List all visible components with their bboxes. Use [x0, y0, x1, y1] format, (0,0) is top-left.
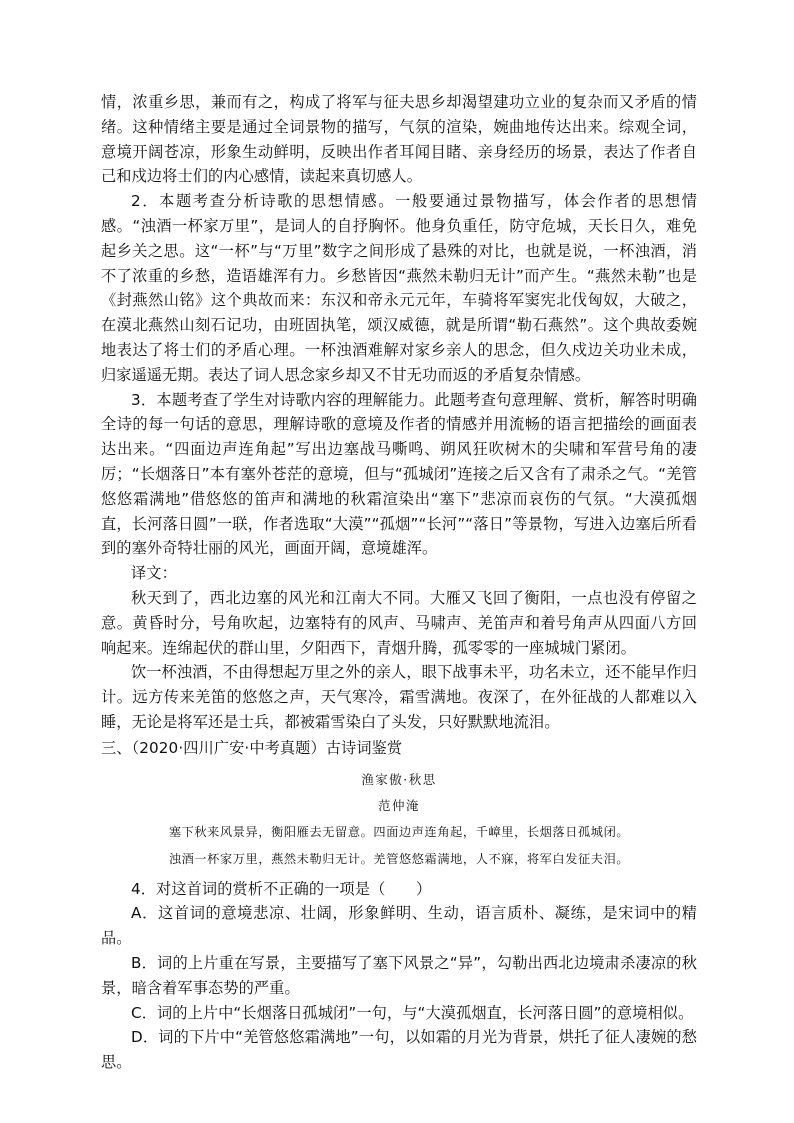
analysis-paragraph-2: 2．本题考查分析诗歌的思想情感。一般要通过景物描写，体会作者的思想情感。“浊酒一杯家万里”，是词人的自抒胸怀。他身负重任，防守危城，天长日久，难免起乡关之思。这“一杯”与“万里”数字之间形成了悬殊的对比，也就是说，一杯浊酒，消不了浓重的乡愁，造语雄浑有力。乡愁皆因“燕然未勒归无计”而产生。“燕然未勒”也是《封燕然山铭》这个典故而来：东汉和帝永元元年，车骑将军窦宪北伐匈奴，大破之，在漠北燕然山刻石记功，由班固执笔，颂汉威德，就是所谓“勒石燕然”。这个典故委婉地表达了将士们的矛盾心理。一杯浊酒难解对家乡亲人的思念，但久戍边关功业未成，归家遥遥无期。表达了词人思念家乡却又不甘无功而返的矛盾复杂情感。 [101, 192, 697, 384]
question-4-option-c: C．词的上片中“长烟落日孤城闭”一句，与“大漠孤烟直，长河落日圆”的意境相似。 [131, 1003, 694, 1022]
question-4-option-d: D．词的下片中“羌管悠悠霜满地”一句，以如霜的月光为背景，烘托了征人凄婉的愁思。 [101, 1028, 697, 1072]
translation-paragraph-1: 秋天到了，西北边塞的风光和江南大不同。大雁又飞回了衡阳，一点也没有停留之意。黄昏时分，号角吹起，边塞特有的风声、马啸声、羌笛声和着号角声从四面八方回响起来。连绵起伏的群山里，夕阳西下，青烟升腾，孤零零的一座城城门紧闭。 [101, 588, 697, 657]
question-4-stem: 4．对这首词的赏析不正确的一项是（ ） [131, 879, 432, 898]
poem-author: 范仲淹 [377, 797, 420, 813]
analysis-paragraph-continued: 情，浓重乡思，兼而有之，构成了将军与征夫思乡却渴望建功立业的复杂而又矛盾的情绪。这种情绪主要是通过全词景物的描写，气氛的渲染，婉曲地传达出来。综观全词，意境开阔苍凉，形象生动鲜明，反映出作者耳闻目睹、亲身经历的场景，表达了作者自己和戍边将士们的内心感情，读起来真切感人。 [101, 93, 697, 186]
analysis-paragraph-3: 3．本题考查了学生对诗歌内容的理解能力。此题考查句意理解、赏析，解答时明确全诗的每一句话的意思，理解诗歌的意境及作者的情感并用流畅的语言把描绘的画面表达出来。“四面边声连角起”写出边塞战马嘶鸣、朔风狂吹树木的尖啸和军营号角的凄厉；“长烟落日”本有塞外苍茫的意境，但与“孤城闭”连接之后又含有了肃杀之气。“羌管悠悠霜满地”借悠悠的笛声和满地的秋霜渲染出“塞下”悲凉而哀伤的气氛。“大漠孤烟直，长河落日圆”一联，作者选取“大漠”“孤烟”“长河”“落日”等景物，写进入边塞后所看到的塞外奇特壮丽的风光，画面开阔，意境雄浑。 [101, 390, 697, 558]
poem-line-2: 浊酒一杯家万里，燕然未勒归无计。羌管悠悠霜满地，人不寐，将军白发征夫泪。 [168, 851, 630, 866]
document-page [101, 90, 697, 1075]
poem-title: 渔家傲·秋思 [361, 771, 437, 787]
question-4-option-b: B．词的上片重在写景，主要描写了塞下风景之“异”，勾勒出西北边境肃杀凄凉的秋景，暗含着军事态势的严重。 [101, 953, 697, 997]
section-three-title: 三、（2020·四川广安·中考真题）古诗词鉴赏 [101, 738, 403, 757]
poem-block [101, 767, 697, 873]
question-4-option-a: A．这首词的意境悲凉、壮阔，形象鲜明、生动，语言质朴、凝练，是宋词中的精品。 [101, 904, 697, 948]
poem-line-1: 塞下秋来风景异，衡阳雁去无留意。四面边声连角起，千嶂里，长烟落日孤城闭。 [168, 824, 630, 839]
translation-label: 译文： [131, 564, 177, 583]
translation-paragraph-2: 饮一杯浊酒，不由得想起万里之外的亲人，眼下战事未平，功名未立，还不能早作归计。远方传来羌笛的悠悠之声，天气寒冷，霜雪满地。夜深了，在外征战的人都难以入睡，无论是将军还是士兵，都被霜雪染白了头发，只好默默地流泪。 [101, 663, 697, 731]
